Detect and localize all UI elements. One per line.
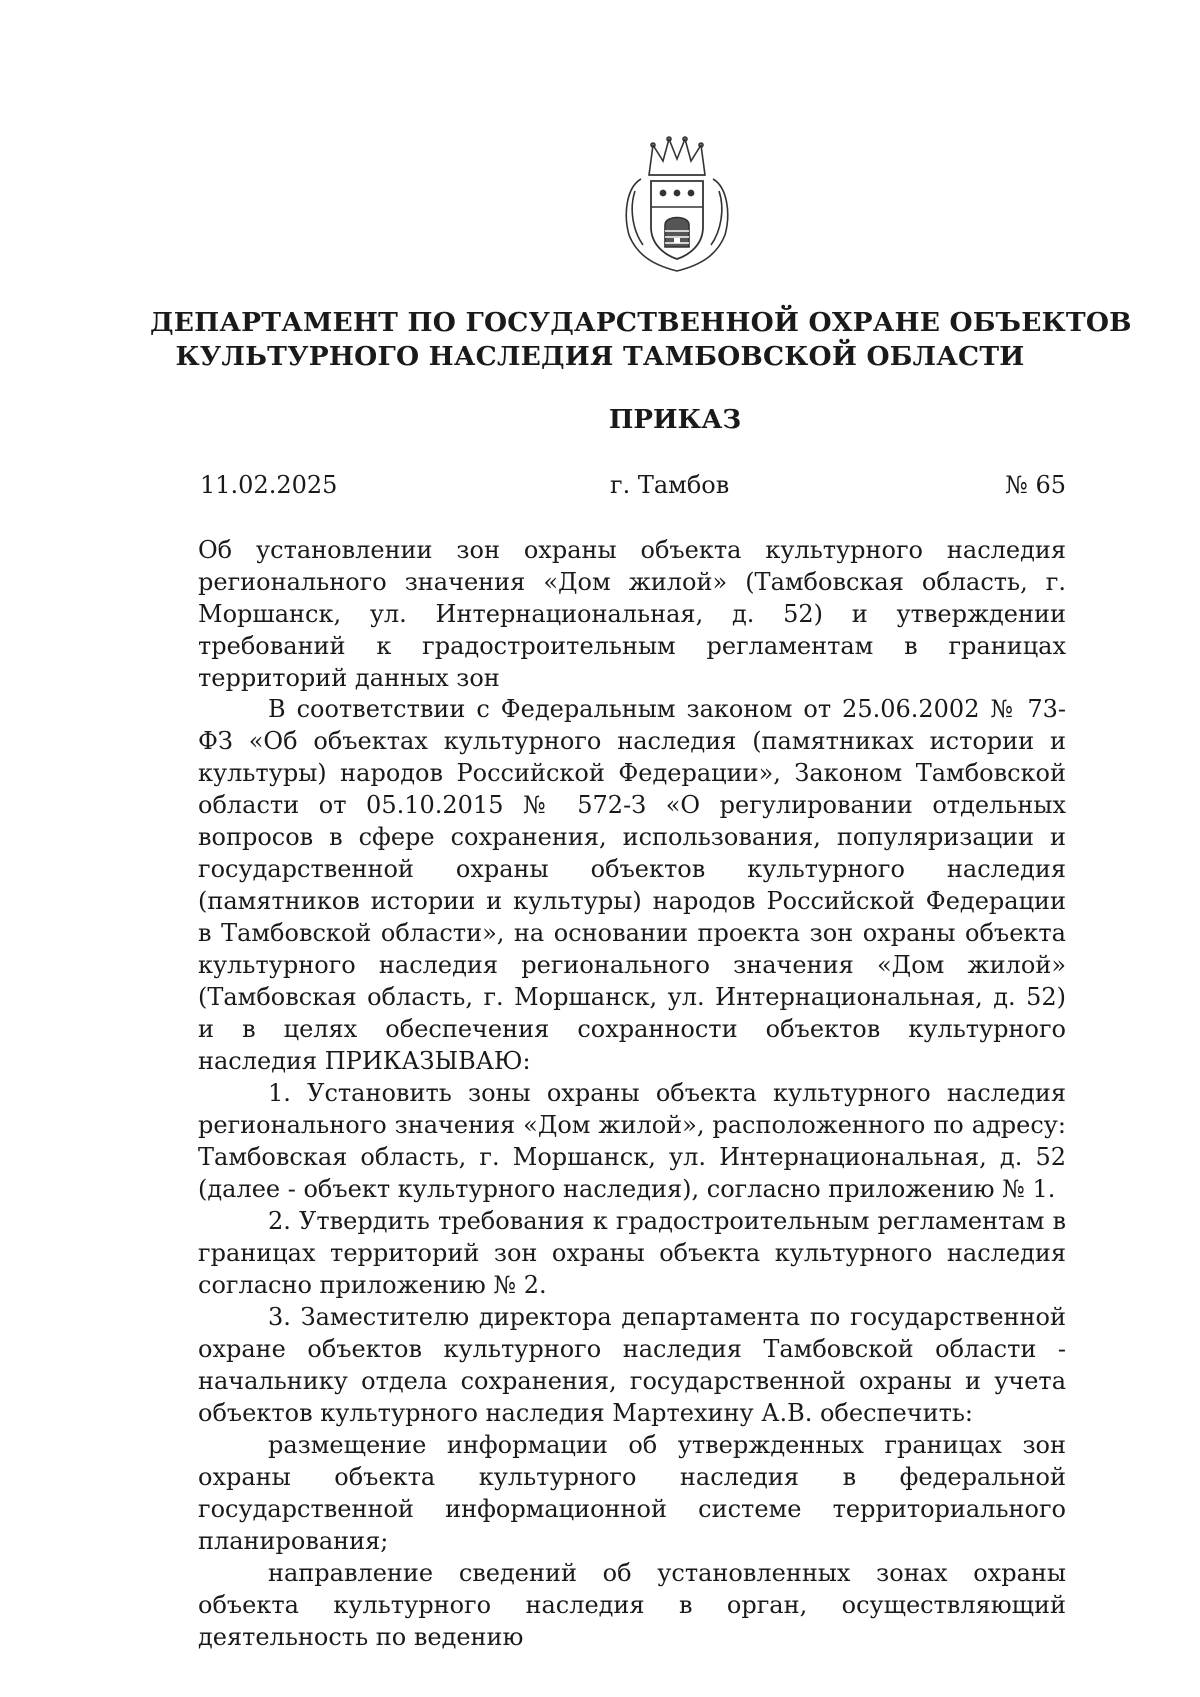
organization-name-line-2: КУЛЬТУРНОГО НАСЛЕДИЯ ТАМБОВСКОЙ ОБЛАСТИ — [175, 341, 1025, 372]
document-city: г. Тамбов — [610, 471, 730, 499]
document-number: № 65 — [1005, 471, 1066, 499]
organization-name — [150, 306, 1132, 374]
item-2-paragraph: 2. Утвердить требования к градостроительным регламентам в границах территорий зон охраны объекта культурного наследия согласно приложению № 2. — [198, 1207, 1066, 1299]
document-type: ПРИКАЗ — [608, 405, 742, 435]
item-3-subparagraph-1: размещение информации об утвержденных границах зон охраны объекта культурного наследия в федеральной государственной информационной системе территориального планирования; — [198, 1431, 1066, 1555]
preamble-paragraph: В соответствии с Федеральным законом от 25.06.2002 № 73-ФЗ «Об объектах культурного наследия (памятниках истории и культуры) народов Российской Федерации», Законом Тамбовской области от 05.10.2015 № 572-З «О регулировании отдельных вопросов в сфере сохранения, использования, популяризации и государственной охраны объектов культурного наследия (памятников истории и культуры) народов Российской Федерации в Тамбовской области», на основании проекта зон охраны объекта культурного наследия регионального значения «Дом жилой» (Тамбовская область, г. Моршанск, ул. Интернациональная, д. 52) и в целях обеспечения сохранности объектов культурного наследия ПРИКАЗЫВАЮ: — [198, 695, 1066, 1075]
document-body — [198, 693, 1066, 1653]
document-date: 11.02.2025 — [200, 471, 338, 499]
organization-name-line-1: ДЕПАРТАМЕНТ ПО ГОСУДАРСТВЕННОЙ ОХРАНЕ ОБЪЕКТОВ — [150, 307, 1132, 338]
item-3-paragraph: 3. Заместителю директора департамента по государственной охране объектов культурного наследия Тамбовской области - начальнику отдела сохранения, государственной охраны и учета объектов культурного наследия Мартехину А.В. обеспечить: — [198, 1303, 1066, 1427]
coat-of-arms-emblem — [619, 135, 735, 273]
item-3-subparagraph-2: направление сведений об установленных зонах охраны объекта культурного наследия в орган, осуществляющий деятельность по ведению — [198, 1559, 1066, 1651]
item-1-paragraph: 1. Установить зоны охраны объекта культурного наследия регионального значения «Дом жилой», расположенного по адресу: Тамбовская область, г. Моршанск, ул. Интернациональная, д. 52 (далее - объект культурного наследия), согласно приложению № 1. — [198, 1079, 1066, 1203]
document-title-text: Об установлении зон охраны объекта культурного наследия регионального значения «Дом жилой» (Тамбовская область, г. Моршанск, ул. Интернациональная, д. 52) и утверждении требований к градостроительным регламентам в границах территорий данных зон — [198, 536, 1066, 692]
document-title — [198, 534, 1066, 694]
